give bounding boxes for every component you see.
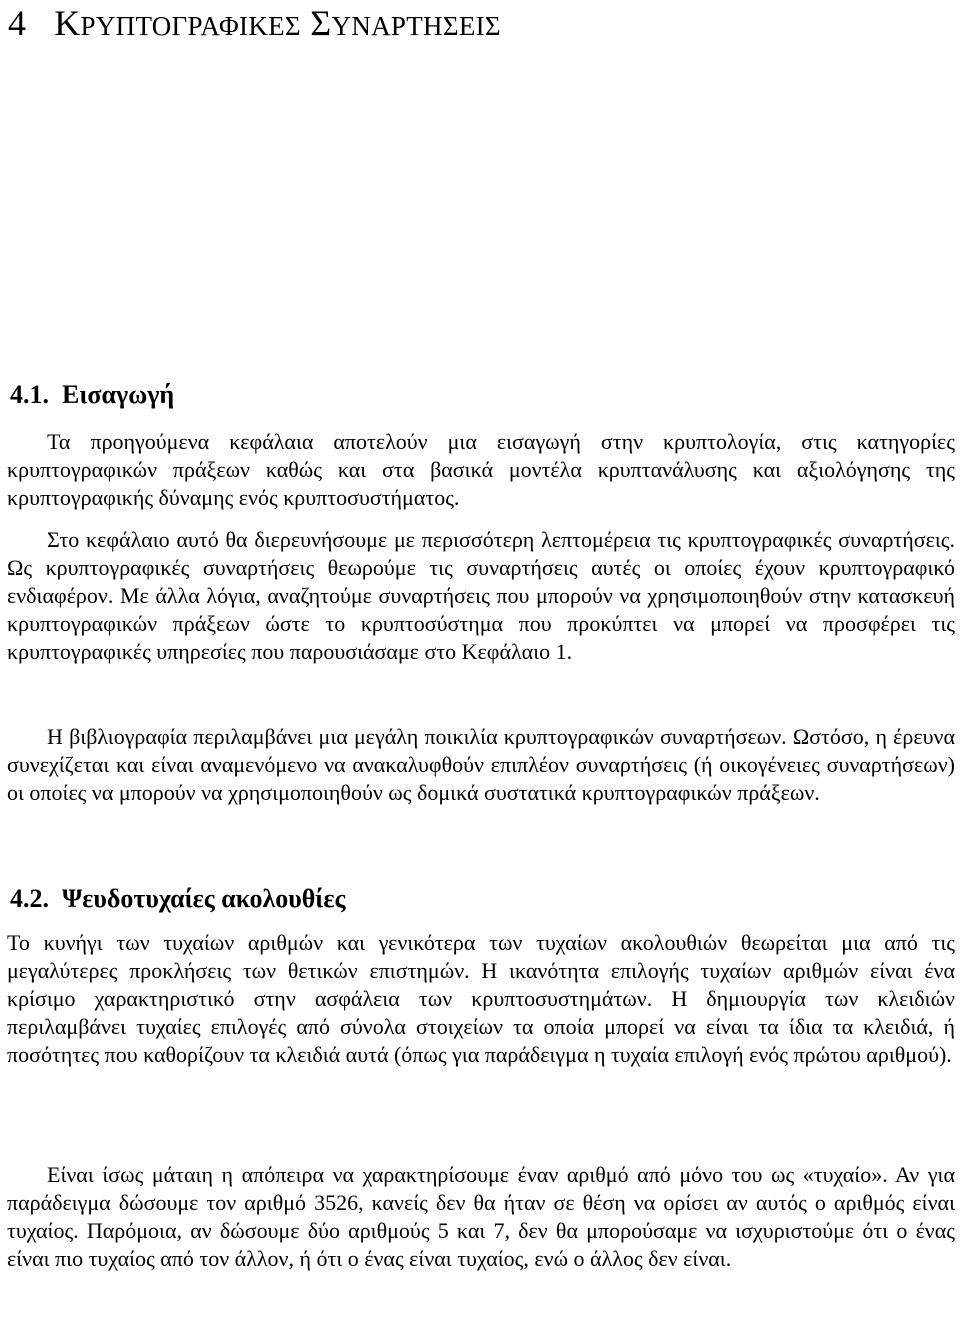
- section-heading-introduction: [10, 380, 174, 410]
- section-number: 4.2.: [10, 884, 49, 913]
- section-number: 4.1.: [10, 380, 49, 409]
- section-heading-pseudorandom-sequences: [10, 884, 345, 914]
- section-title-text: Ψευδοτυχαίες ακολουθίες: [62, 884, 346, 913]
- chapter-number: 4: [8, 3, 27, 43]
- chapter-title: [8, 2, 501, 44]
- paragraph: Είναι ίσως μάταιη η απόπειρα να χαρακτηρίσουμε έναν αριθμό από μόνο του ως «τυχαίο». Αν για παράδειγμα δώσουμε τον αριθμό 3526, κανείς δεν θα ήταν σε θέση να ορίσει αν αυτός ο αριθμός είναι τυχαίος. Παρόμοια, αν δώσουμε δύο αριθμούς 5 και 7, δεν θα μπορούσαμε να ισχυριστούμε ότι ο ένας είναι πιο τυχαίος από τον άλλον, ή ότι ο ένας είναι τυχαίος, ενώ ο άλλος δεν είναι.: [7, 1162, 955, 1271]
- chapter-title-text: ΚΡΥΠΤΟΓΡΑΦΙΚΕΣ ΣΥΝΑΡΤΗΣΕΙΣ: [54, 3, 501, 43]
- paragraph: Τα προηγούμενα κεφάλαια αποτελούν μια εισαγωγή στην κρυπτολογία, στις κατηγορίες κρυπτογραφικών πράξεων καθώς και στα βασικά μοντέλα κρυπτανάλυσης και αξιολόγησης της κρυπτογραφικής δύναμης ενός κρυπτοσυστήματος.: [7, 429, 955, 510]
- paragraph: Το κυνήγι των τυχαίων αριθμών και γενικότερα των τυχαίων ακολουθιών θεωρείται μια από τις μεγαλύτερες προκλήσεις των θετικών επιστημών. Η ικανότητα επιλογής τυχαίων αριθμών είναι ένα κρίσιμο χαρακτηριστικό στην ασφάλεια των κρυπτοσυστημάτων. Η δημιουργία των κλειδιών περιλαμβάνει τυχαίες επιλογές από σύνολα στοιχείων τα οποία μπορεί να είναι τα ίδια τα κλειδιά, ή ποσότητες που καθορίζουν τα κλειδιά αυτά (όπως για παράδειγμα η τυχαία επιλογή ενός πρώτου αριθμού).: [7, 930, 955, 1067]
- section-title-text: Εισαγωγή: [62, 380, 175, 409]
- paragraph: Στο κεφάλαιο αυτό θα διερευνήσουμε με περισσότερη λεπτομέρεια τις κρυπτογραφικές συναρτήσεις. Ως κρυπτογραφικές συναρτήσεις θεωρούμε τις συναρτήσεις αυτές οι οποίες έχουν κρυπτογραφικό ενδιαφέρον. Με άλλα λόγια, αναζητούμε συναρτήσεις που μπορούν να χρησιμοποιηθούν στην κατασκευή κρυπτογραφικών πράξεων ώστε το κρυπτοσύστημα που προκύπτει να μπορεί να προσφέρει τις κρυπτογραφικές υπηρεσίες που παρουσιάσαμε στο Κεφάλαιο 1.: [7, 527, 955, 664]
- paragraph: Η βιβλιογραφία περιλαμβάνει μια μεγάλη ποικιλία κρυπτογραφικών συναρτήσεων. Ωστόσο, η έρευνα συνεχίζεται και είναι αναμενόμενο να ανακαλυφθούν επιπλέον συναρτήσεις (ή οικογένειες συναρτήσεων) οι οποίες να μπορούν να χρησιμοποιηθούν ως δομικά συστατικά κρυπτογραφικών πράξεων.: [7, 724, 955, 805]
